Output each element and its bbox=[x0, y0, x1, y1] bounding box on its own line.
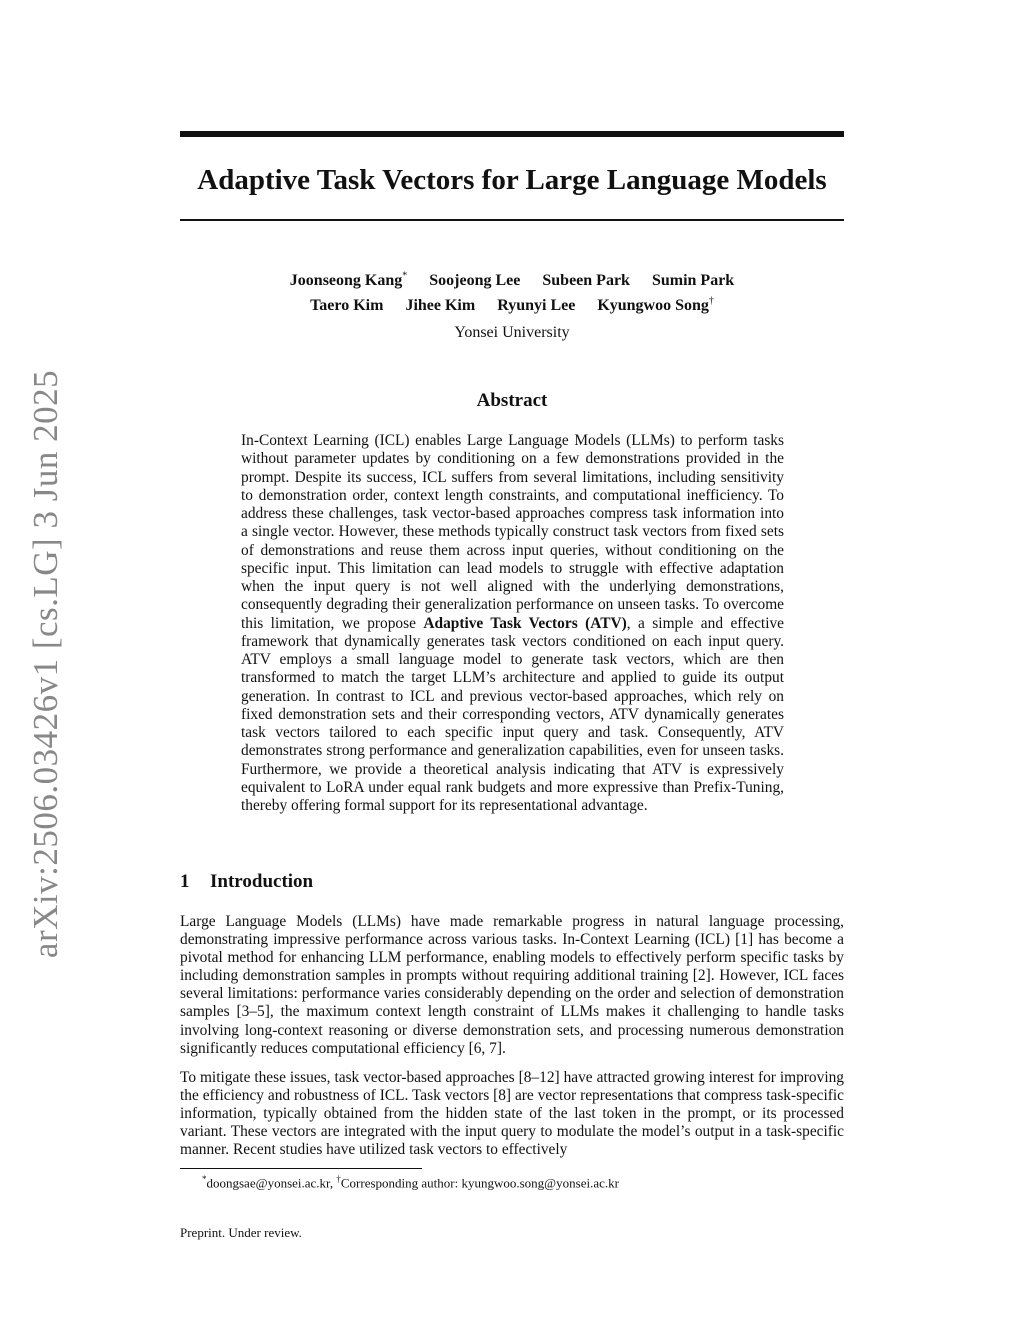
author: Joonseong Kang* bbox=[289, 271, 408, 290]
author: Subeen Park bbox=[542, 272, 630, 290]
abstract-text: In-Context Learning (ICL) enables Large Language Models (LLMs) to perform tasks without parameter updates by conditioning on a few demonstrations provided in the prompt. Despite its success, ICL suffers from several limitations, including sensitivity to demonstration order, context length constraints, and computational inefficiency. To address these challenges, task vector-based approaches compress task information into a single vector. However, these methods typically construct task vectors from fixed sets of demonstrations and reuse them across input queries, without conditioning on the specific input. This limitation can lead models to struggle with effective adaptation when the input query is not well aligned with the underlying demonstrations, consequently degrading their generalization performance on unseen tasks. To overcome this limitation, we propose Adaptive Task Vectors (ATV), a simple and effective framework that dynamically generates task vectors conditioned on each input query. ATV employs a small language model to generate task vectors, which are then transformed to match the target LLM’s architecture and applied to guide its output generation. In contrast to ICL and previous vector-based approaches, which rely on fixed demonstration sets and their corresponding vectors, ATV dynamically generates task vectors tailored to each specific input query and task. Consequently, ATV demonstrates strong performance and generalization capabilities, even for unseen tasks. Furthermore, we provide a theoretical analysis indicating that ATV is expressively equivalent to LoRA under equal rank budgets and more expressive than Prefix-Tuning, thereby offering formal support for its representational advantage. bbox=[241, 432, 785, 814]
author: Sumin Park bbox=[651, 272, 735, 290]
title-rule-top bbox=[180, 131, 844, 137]
affiliation: Yonsei University bbox=[454, 324, 570, 341]
paper-title: Adaptive Task Vectors for Large Language Models bbox=[197, 164, 827, 196]
author-line-2 bbox=[180, 291, 844, 315]
intro-paragraph: Large Language Models (LLMs) have made remarkable progress in natural language processing, demonstrating impressive performance across various tasks. In-Context Learning (ICL) [1] has become a pivotal method for enhancing LLM performance, enabling models to effectively perform specific tasks by including demonstration samples in prompts without requiring additional training [2]. However, ICL faces several limitations: performance varies considerably depending on the order and selection of demonstration samples [3–5], the maximum context length constraint of LLMs makes it challenging to handle tasks involving long-context reasoning or diverse demonstration sets, and processing numerous demonstration significantly reduces computational efficiency [6, 7]. bbox=[180, 913, 844, 1057]
title-rule-bottom bbox=[180, 219, 844, 221]
author-footnote-mark: † bbox=[708, 295, 714, 307]
section-title: Introduction bbox=[210, 871, 314, 892]
section-heading bbox=[180, 871, 313, 893]
method-name: Adaptive Task Vectors (ATV) bbox=[423, 614, 627, 632]
intro-paragraph: To mitigate these issues, task vector-based approaches [8–12] have attracted growing interest for improving the efficiency and robustness of ICL. Task vectors [8] are vector representations that compress task-specific information, typically obtained from the hidden state of the last token in the prompt, or its processed variant. These vectors are integrated with the input query to modulate the model’s output in a task-specific manner. Recent studies have utilized task vectors to effectively bbox=[180, 1069, 844, 1159]
arxiv-identifier: arXiv:2506.03426v1 [cs.LG] 3 Jun 2025 bbox=[26, 369, 65, 959]
author: Jihee Kim bbox=[405, 296, 476, 314]
author-list bbox=[180, 267, 844, 316]
author: Ryunyi Lee bbox=[497, 296, 576, 314]
section-number: 1 bbox=[180, 871, 190, 892]
author-footnote-mark: * bbox=[402, 271, 408, 282]
author-line-1 bbox=[180, 267, 844, 291]
author: Taero Kim bbox=[310, 296, 384, 314]
author: Soojeong Lee bbox=[429, 272, 521, 290]
footnote: *doongsae@yonsei.ac.kr, †Corresponding author: kyungwoo.song@yonsei.ac.kr bbox=[202, 1174, 619, 1191]
abstract-heading: Abstract bbox=[476, 390, 548, 411]
preprint-note: Preprint. Under review. bbox=[180, 1225, 302, 1240]
footnote-rule bbox=[180, 1168, 422, 1169]
author: Kyungwoo Song† bbox=[597, 295, 714, 314]
